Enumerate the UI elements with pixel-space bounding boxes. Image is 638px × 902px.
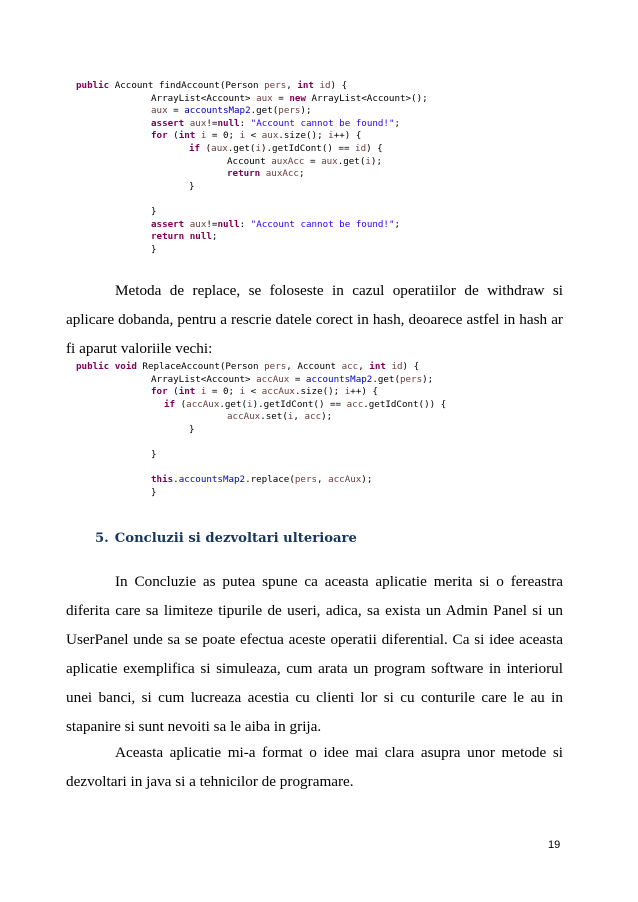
code-line-blank	[76, 437, 446, 450]
code-line-blank	[76, 193, 428, 206]
code-line: accAux.set(i, acc);	[227, 411, 333, 423]
code-block-replace-account	[76, 361, 446, 500]
code-line: }	[151, 449, 157, 461]
code-line: assert aux!=null: "Account cannot be found!";	[151, 218, 401, 230]
paragraph-conclusions: In Concluzie as putea spune ca aceasta aplicatie merita si o fereastra diferita care sa limiteze tipurile de useri, adica, sa exista un Admin Panel si un UserPanel unde sa se poate efectua aceste operatii diferential. Ca si idee aceasta aplicatie exemplifica si simuleaza, cum arata un program software in interiorul unei banci, si cum lucreaza acestia cu clienti lor si cu conturile care le au in stapanire si sunt nevoiti sa le aiba in grija.	[66, 573, 563, 735]
code-line: Account auxAcc = aux.get(i);	[227, 155, 382, 167]
section-heading	[95, 531, 357, 546]
code-line: ArrayList<Account> aux = new ArrayList<Account>();	[151, 92, 428, 104]
code-line: }	[189, 180, 195, 192]
code-line: this.accountsMap2.replace(pers, accAux);	[151, 474, 373, 486]
page-number: 19	[548, 839, 561, 851]
code-line: aux = accountsMap2.get(pers);	[151, 105, 312, 117]
paragraph-replace-method: Metoda de replace, se foloseste in cazul operatiilor de withdraw si aplicare dobanda, pentru a rescrie datele corect in hash, deoarece astfel in hash ar fi aparut valoriile vechi:	[66, 282, 563, 357]
code-line: }	[151, 205, 157, 217]
code-line-blank	[76, 462, 446, 475]
code-line: for (int i = 0; i < aux.size(); i++) {	[151, 130, 362, 142]
code-line: for (int i = 0; i < accAux.size(); i++) {	[151, 386, 378, 398]
code-line: }	[151, 243, 157, 255]
section-title: Concluzii si dezvoltari ulterioare	[114, 531, 357, 546]
code-line: if (aux.get(i).getIdCont() == id) {	[189, 142, 383, 154]
code-line: assert aux!=null: "Account cannot be found!";	[151, 117, 401, 129]
code-line: if (accAux.get(i).getIdCont() == acc.getIdCont()) {	[164, 398, 447, 410]
code-line: return null;	[151, 231, 218, 243]
code-line: }	[189, 423, 195, 435]
section-number: 5.	[95, 531, 109, 546]
code-line: public void ReplaceAccount(Person pers, Account acc, int id) {	[76, 361, 420, 372]
code-block-find-account	[76, 80, 428, 256]
code-line: public Account findAccount(Person pers, int id) {	[76, 80, 348, 91]
code-line: return auxAcc;	[227, 168, 305, 180]
paragraph-closing: Aceasta aplicatie mi-a format o idee mai clara asupra unor metode si dezvoltari in java si a tehnicilor de programare.	[66, 744, 563, 790]
code-line: ArrayList<Account> accAux = accountsMap2.get(pers);	[151, 373, 434, 385]
code-line: }	[151, 486, 157, 498]
